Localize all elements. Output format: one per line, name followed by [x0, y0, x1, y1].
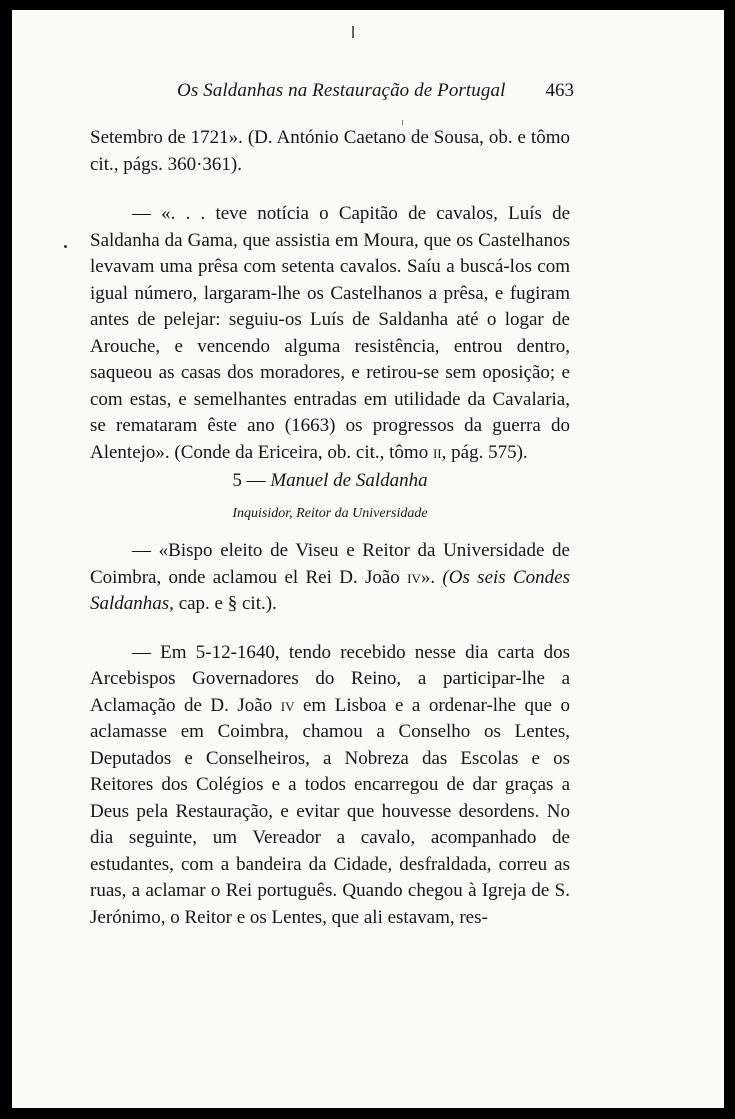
section-name: Manuel de Saldanha: [270, 470, 428, 491]
paragraph-text: , pág. 575).: [441, 441, 528, 463]
page-number: 463: [545, 80, 574, 101]
king-numeral: iv: [407, 566, 421, 588]
paragraph-text: — «. . . teve notícia o Capitão de cavalos, Luís de Saldanha da Gama, que assistia em Moura, que os Castelhanos levavam uma prêsa com setenta cavalos. Saíu a buscá-los com igual número, largaram-lhe os Castelhanos a prêsa, e fugiram antes de pelejar: seguiu-os Luís de Saldanha até o logar de Arouche, e vencendo alguma resistência, entrou dentro, saqueou as casas dos moradores, e retirou-se sem oposição; e com estas, e semelhantes entradas em utilidade da Cavalaria, se remataram êste ano (1663) os progressos da guerra do Alentejo». (Conde da Ericeira, ob. cit., tômo: [90, 203, 570, 463]
section-subtitle: Inquisidor, Reitor da Universidade: [232, 506, 428, 521]
book-page: [12, 10, 724, 1108]
paragraph-bispo: [90, 538, 570, 618]
work-reference: (Os seis Condes Saldanhas,: [90, 566, 570, 614]
paragraph-citation-end: Setembro de 1721». (D. António Caetano de Sousa, ob. e tômo cit., págs. 360·361).: [90, 127, 570, 175]
paragraph-text: — Em 5-12-1640, tendo recebido nesse dia carta dos Arcebispos Governadores do Reino, a participar-lhe a Aclamação de D. João: [90, 641, 570, 716]
paragraph-text: ».: [420, 566, 443, 588]
section-title: [90, 468, 570, 494]
page-body: [90, 125, 570, 931]
king-numeral: iv: [280, 694, 295, 716]
scan-mark: [64, 245, 67, 248]
paragraph-text: cap. e § cit.).: [173, 593, 277, 614]
section-number: 5 —: [232, 470, 271, 491]
paragraph-text: — «Bispo eleito de Viseu e Reitor da Universidade de Coimbra, onde aclamou el Rei D. João: [90, 540, 570, 588]
volume-number: ii: [432, 441, 442, 463]
running-title: Os Saldanhas na Restauração de Portugal: [177, 80, 506, 101]
page-header: [92, 80, 574, 106]
paragraph-quote-ericeira: [90, 201, 570, 466]
paragraph-aclamacao: [90, 640, 570, 932]
scan-mark: [352, 26, 354, 38]
paragraph-text: em Lisboa e a ordenar-lhe que o aclamasse em Coimbra, chamou a Conselho os Lentes, Deputados e Conselheiros, a Nobreza das Escolas e os Reitores dos Colégios e a todos encarregou de dar graças a Deus pela Restauração, e evitar que houvesse desordens. No dia seguinte, um Vereador a cavalo, acompanhado de estudantes, com a bandeira da Cidade, desfraldada, correu as ruas, a aclamar o Rei português. Quando chegou à Igreja de S. Jerónimo, o Reitor e os Lentes, que ali estavam, res-: [90, 694, 570, 928]
